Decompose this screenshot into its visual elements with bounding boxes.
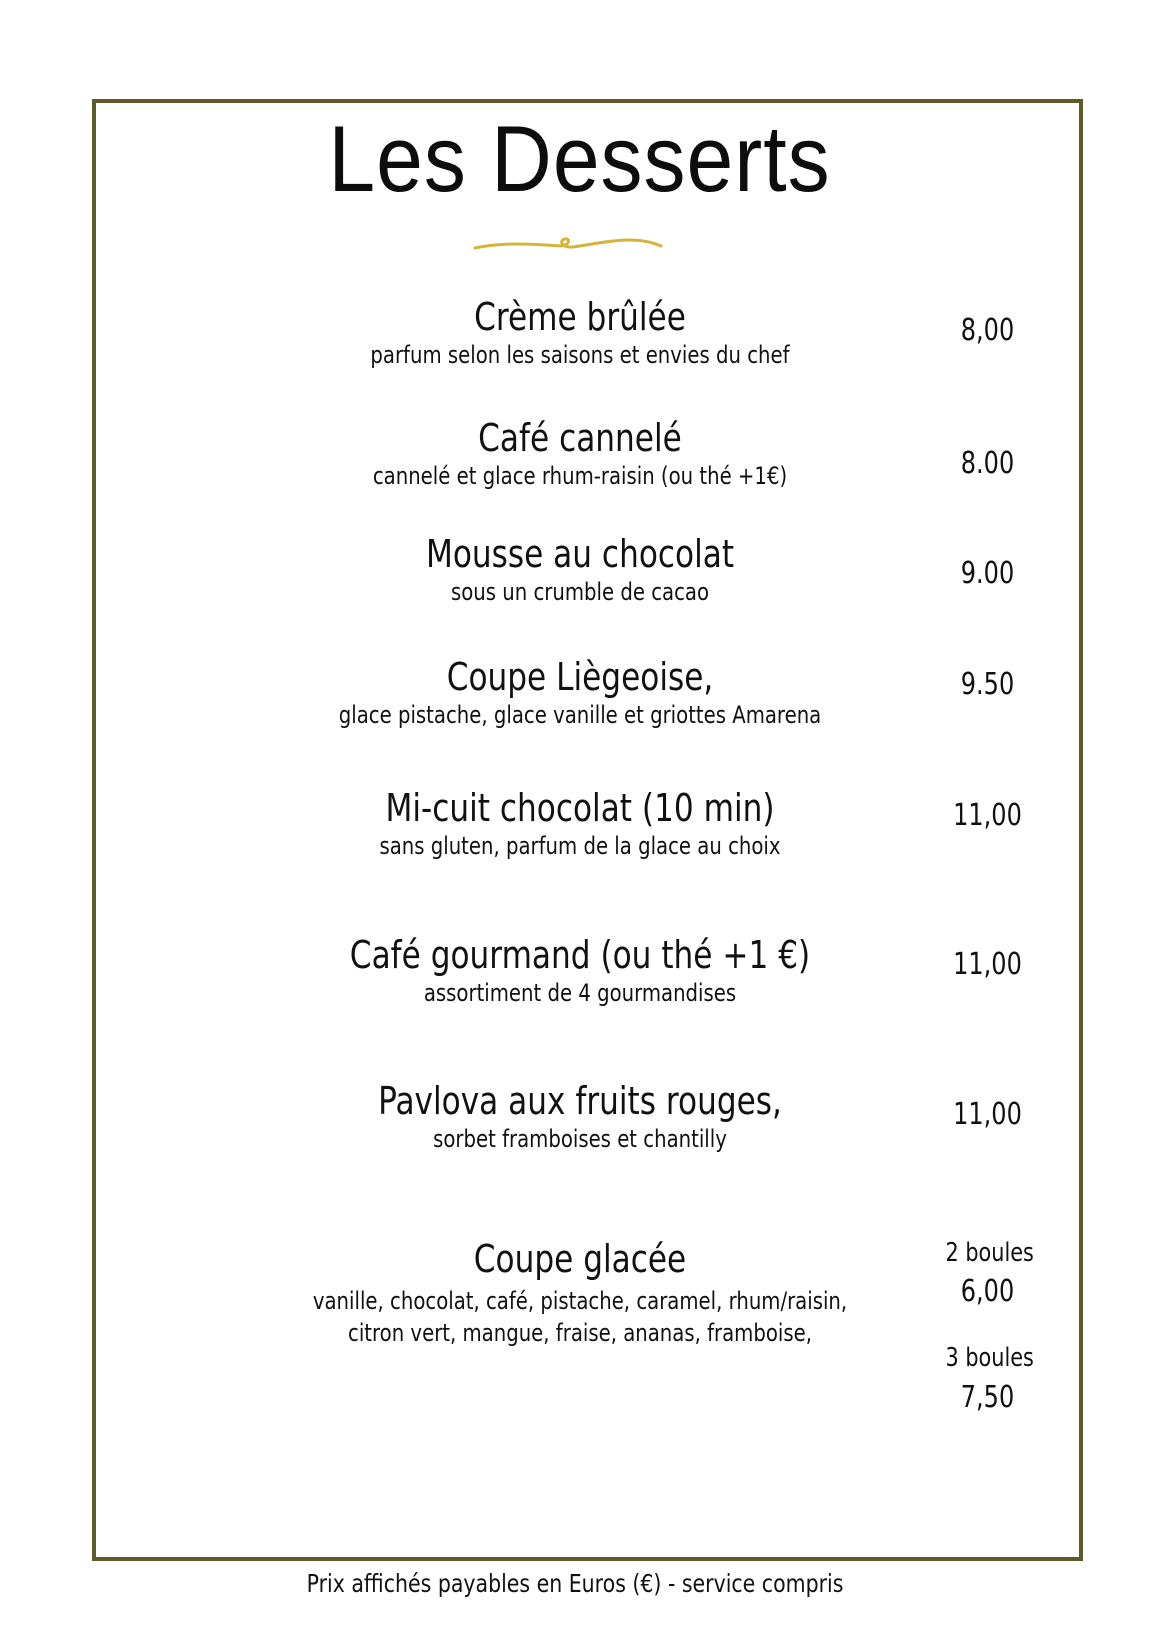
menu-item (250, 532, 910, 608)
item-name: Mousse au chocolat (425, 532, 735, 576)
item-description-line-1: vanille, chocolat, café, pistache, caramel, rhum/raisin, (312, 1287, 848, 1315)
menu-item (250, 416, 910, 492)
item-description: sorbet framboises et chantilly (433, 1125, 727, 1153)
option-price-2-boules: 6,00 (960, 1274, 1015, 1309)
item-description: glace pistache, glace vanille et griottes Amarena (338, 701, 822, 729)
item-name: Crème brûlée (474, 295, 686, 339)
menu-item (250, 1079, 910, 1155)
item-price: 11,00 (953, 1097, 1022, 1132)
menu-item (250, 295, 910, 371)
menu-item (250, 786, 910, 862)
menu-title: Les Desserts (328, 106, 831, 212)
item-name: Café cannelé (478, 416, 682, 460)
item-price: 9.00 (960, 556, 1015, 591)
item-name: Café gourmand (ou thé +1 €) (349, 933, 811, 977)
item-name: Coupe glacée (473, 1237, 687, 1281)
item-price: 9.50 (960, 667, 1015, 702)
item-name: Pavlova aux fruits rouges, (378, 1079, 782, 1123)
item-name: Coupe Liègeoise, (446, 655, 714, 699)
option-price-3-boules: 7,50 (960, 1380, 1015, 1415)
item-description: assortiment de 4 gourmandises (423, 979, 737, 1007)
item-description: parfum selon les saisons et envies du chef (370, 341, 790, 369)
item-description: cannelé et glace rhum-raisin (ou thé +1€) (372, 462, 788, 490)
item-price: 11,00 (953, 947, 1022, 982)
item-price: 8,00 (960, 313, 1015, 348)
item-price: 8.00 (960, 446, 1015, 481)
menu-item-coupe-glacee (230, 1237, 930, 1349)
option-label-3-boules: 3 boules (945, 1343, 1034, 1373)
menu-item (250, 933, 910, 1009)
item-name: Mi-cuit chocolat (10 min) (385, 786, 775, 830)
menu-item (250, 655, 910, 731)
footer-note: Prix affichés payables en Euros (€) - service compris (306, 1569, 844, 1598)
item-description: sous un crumble de cacao (450, 578, 710, 606)
decorative-swirl-icon (473, 232, 663, 262)
item-description: sans gluten, parfum de la glace au choix (379, 832, 781, 860)
item-description-line-2: citron vert, mangue, fraise, ananas, framboise, (348, 1319, 812, 1347)
item-price: 11,00 (953, 798, 1022, 833)
option-label-2-boules: 2 boules (945, 1238, 1034, 1268)
